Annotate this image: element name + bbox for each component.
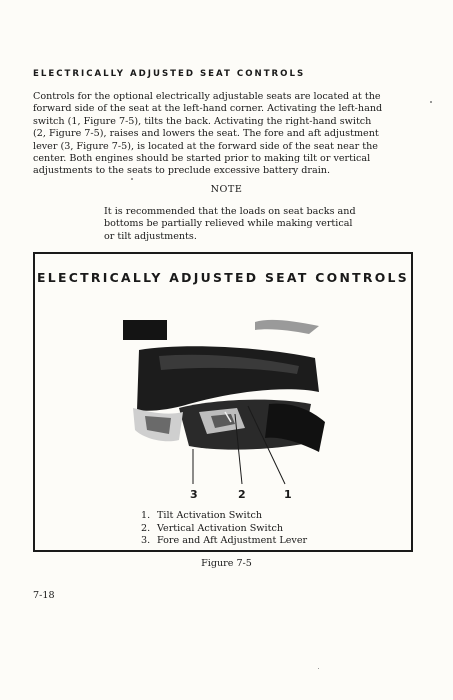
note-line: bottoms be partially relieved while making vertical [104,218,353,230]
body-line: switch (1, Figure 7-5), tilts the back. Activating the right-hand switch [33,115,372,127]
callout-3: 3 [190,488,198,501]
page-number: 7-18 [33,590,55,601]
body-line: Controls for the optional electrically adjustable seats are located at the [33,91,381,102]
callout-leaders [35,254,415,554]
print-speck [430,101,432,103]
section-heading: ELECTRICALLY ADJUSTED SEAT CONTROLS [33,69,306,79]
body-line: center. Both engines should be started prior to making tilt or vertical [33,153,371,165]
note-line: or tilt adjustments. [104,230,197,242]
print-speck [318,668,319,669]
legend-item: 2. Vertical Activation Switch [141,522,283,534]
callout-2: 2 [238,488,246,501]
body-line: lever (3, Figure 7-5), is located at the forward side of the seat near the [33,140,378,152]
body-line: forward side of the seat at the left-hand corner. Activating the left-hand [33,103,383,115]
figure-heading: ELECTRICALLY ADJUSTED SEAT CONTROLS [37,270,409,285]
body-line: adjustments to the seats to preclude excessive battery drain. [33,165,330,177]
note-body [104,206,366,243]
figure-frame [33,252,413,552]
legend-item: 3. Fore and Aft Adjustment Lever [141,535,308,547]
print-speck [131,178,133,180]
section-body [33,91,425,178]
figure-caption: Figure 7-5 [201,558,252,569]
note-line: It is recommended that the loads on seat backs and [104,206,356,217]
body-line: (2, Figure 7-5), raises and lowers the seat. The fore and aft adjustment [33,128,379,140]
legend-item: 1. Tilt Activation Switch [141,510,262,521]
figure-legend [141,510,307,548]
note-title: NOTE [210,184,243,195]
callout-1: 1 [284,488,292,501]
